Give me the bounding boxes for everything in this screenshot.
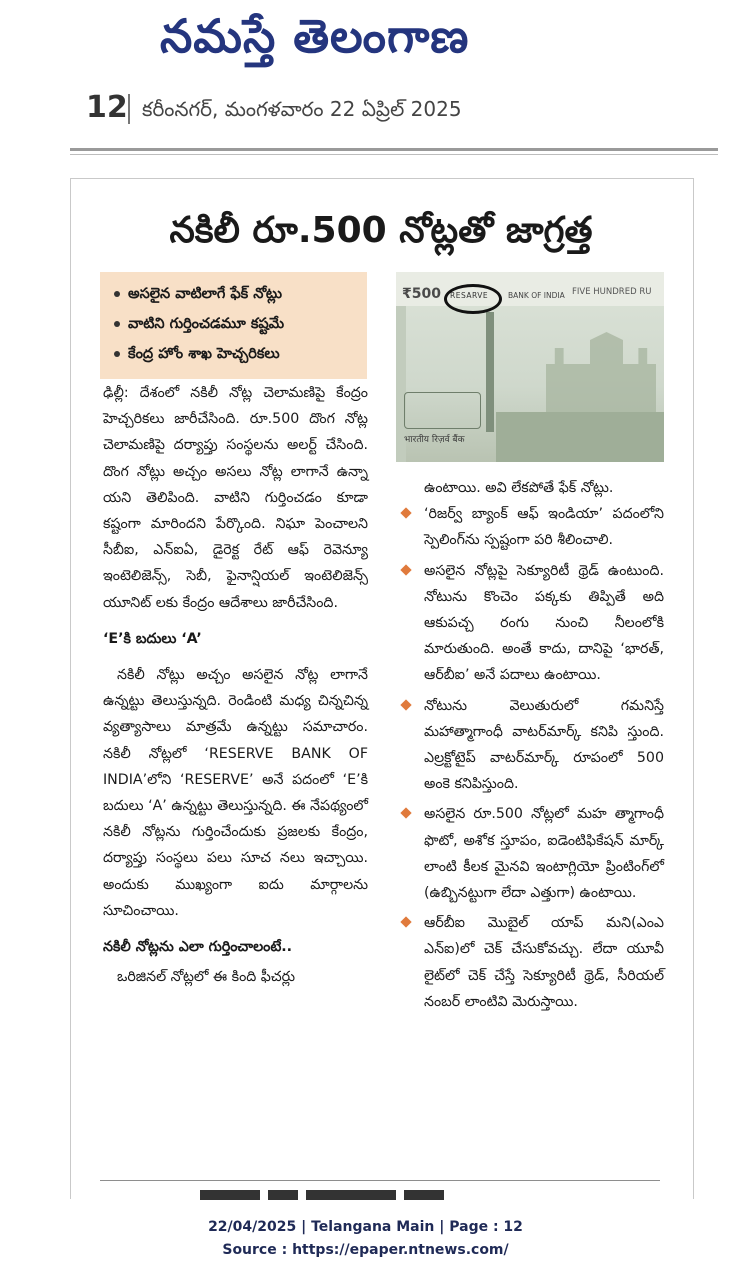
note-reserve-text: RESARVE [450, 291, 489, 300]
intro-paragraph: ఢిల్లీ: దేశంలో నకిలీ నోట్ల చెలామణిపై కేంద్రం హెచ్చరికలు జారీచేసింది. రూ.500 దొంగ నోట్ల చెలామణిపై దర్యాప్తు సంస్థలను అలర్ట్ చేసింది. దొంగ నోట్లు అచ్చం అసలు నోట్ల లాగానే ఉన్నా యని తెలిపింది. వాటిని గుర్తించడం కూడా కష్టంగా మారిందని పేర్కొంది. నిఘా పెంచాలని సీబీఐ, ఎన్ఐఏ, డైరెక్ట రేట్ ఆఫ్ రెవెన్యూ ఇంటెలిజెన్స్, సెబీ, ఫైనాన్షియల్ ఇంటెలిజెన్స్ యూనిట్ లకు కేంద్రం ఆదేశాలు జారీచేసింది. [103, 385, 368, 611]
page-divider [128, 94, 130, 124]
diamond-bullet-icon [400, 508, 411, 519]
feature-point: నోటును వెలుతురులో గమనిస్తే మహాత్మాగాంధీ వాటర్‌మార్క్ కనిపి స్తుంది. ఎల్రక్టోటైప్ వాటర్‌మార్క్ రూపంలో 500 అంకె కనిపిస్తుంది. [398, 693, 664, 798]
feature-point: ఆర్‌బీఐ మొబైల్ యాప్ మని(ఎంఎ ఎన్ఐ)లో చెక్ చేసుకోవచ్చు. లేదా యూవీ లైట్‌లో చెక్ చేస్తే సెక్యూరిటీ థ్రెడ్, సీరియల్ నంబర్ లాంటివి మెరుస్తాయి. [398, 910, 664, 1015]
diamond-bullet-icon [400, 564, 411, 575]
left-column [103, 380, 368, 990]
next-article-cutoff [200, 1190, 460, 1200]
right-column [398, 475, 664, 1015]
dateline: కరీంనగర్, మంగళవారం 22 ఏప్రిల్ 2025 [142, 97, 462, 121]
body-paragraph: ఒరిజినల్ నోట్లలో ఈ కింది ఫీచర్లు [117, 969, 295, 986]
feature-point: అసలైన రూ.500 నోట్లలో మహ త్మాగాంధీ ఫొటో, అశోక స్తూపం, ఐడెంటిఫికేషన్ మార్క్ లాంటి కీలక మైనవి ఇంటాగ్లియో ప్రింటింగ్‌లో (ఉబ్బినట్టుగా లేదా ఎత్తుగా) ఉంటాయి. [398, 801, 664, 906]
note-hindi-text: भारतीय रिज़र्व बैंक [404, 435, 465, 445]
security-thread [486, 312, 494, 432]
masthead-title: నమస్తే తెలంగాణ [160, 9, 470, 63]
feature-point: ‘రిజర్వ్ బ్యాంక్ ఆఫ్ ఇండియా’ పదంలోని స్పెలింగ్‌ను స్పష్టంగా పరి శీలించాలి. [398, 501, 664, 553]
masthead-logo [160, 0, 570, 72]
highlights-box [100, 272, 367, 379]
subhead-how-to-identify: నకిలీ నోట్లను ఎలా గుర్తించాలంటే.. [103, 939, 293, 956]
footer-source[interactable]: Source : https://epaper.ntnews.com/ [222, 1242, 509, 1258]
red-fort-illustration [546, 332, 656, 412]
bullet-dot-icon [114, 351, 120, 357]
bullet-dot-icon [114, 291, 120, 297]
body-paragraph: ఉంటాయి. అవి లేకపోతే ఫేక్ నోట్లు. [424, 480, 614, 496]
header-rule [70, 148, 718, 151]
footer-edition-info: 22/04/2025 | Telangana Main | Page : 12 [208, 1219, 523, 1235]
diamond-bullet-icon [400, 917, 411, 928]
header-rule-thin [70, 154, 718, 155]
highlight-item: అసలైన వాటిలాగే ఫేక్ నోట్లు [114, 286, 282, 306]
feature-point: అసలైన నోట్లపై సెక్యూరిటీ థ్రెడ్ ఉంటుంది. నోటును కొంచెం పక్కకు తిప్పితే అది ఆకుపచ్చ రంగు నుంచి నీలంలోకి మారుతుంది. అంతే కాదు, దానిపై ‘భారత్, ఆర్‌బీఐ’ అనే పదాలు ఉంటాయి. [398, 558, 664, 689]
highlight-circle [444, 284, 502, 314]
note-denomination: ₹500 [402, 286, 441, 302]
note-bank-text: BANK OF INDIA [508, 291, 565, 300]
diamond-bullet-icon [400, 808, 411, 819]
page-number: 12 [86, 90, 128, 125]
note-photo [396, 272, 664, 462]
diamond-bullet-icon [400, 699, 411, 710]
signature-box [404, 392, 481, 429]
bullet-dot-icon [114, 321, 120, 327]
note-value-text: FIVE HUNDRED RU [572, 287, 652, 297]
subhead-e-to-a: ‘E’కి బదులు ‘A’ [103, 630, 202, 647]
article-headline: నకిలీ రూ.500 నోట్లతో జాగ్రత్త [169, 210, 593, 251]
body-paragraph: నకిలీ నోట్లు అచ్చం అసలైన నోట్ల లాగానే ఉన్నట్టు తెలుస్తున్నది. రెండింటి మధ్య చిన్నచిన్న వ్యత్యాసాలు మాత్రమే ఉన్నట్టు సమాచారం. నకిలీ నోట్లలో ‘RESERVE BANK OF INDIA’లోని ‘RESERVE’ అనే పదంలో ‘E’కి బదులు ‘A’ ఉన్నట్టు తెలుస్తున్నది. ఈ నేపథ్యంలో నకిలీ నోట్లను గుర్తించేందుకు ప్రజలకు కేంద్రం, దర్యాప్తు సంస్థలు పలు సూచ నలు ఇచ్చాయి. అందుకు ముఖ్యంగా ఐదు మార్గాలను సూచించాయి. [103, 667, 368, 919]
highlight-item: కేంద్ర హోం శాఖ హెచ్చరికలు [114, 346, 280, 366]
bottom-rule [100, 1180, 660, 1181]
highlight-item: వాటిని గుర్తించడమూ కష్టమే [114, 316, 284, 336]
